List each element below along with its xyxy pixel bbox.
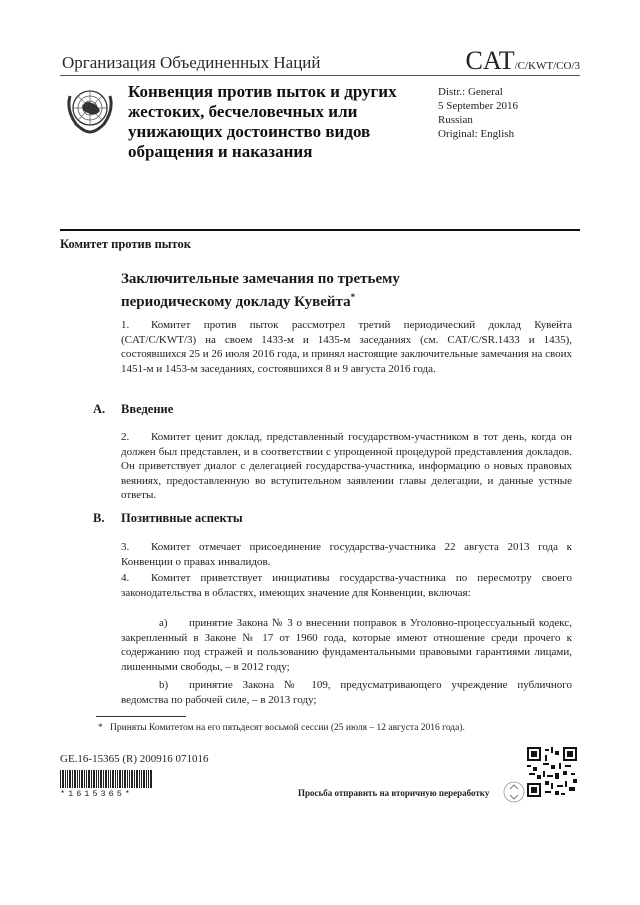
sub-item-a	[121, 616, 572, 674]
paragraph-text: Комитет приветствует инициативы государства-участника по пересмотру своего законодательства в областях, имеющих значение для Конвенции, включая:	[121, 572, 572, 599]
paragraph-number: 4.	[121, 572, 130, 584]
section-a-heading	[93, 402, 173, 417]
sub-item-label: b)	[159, 679, 169, 691]
barcode-icon	[60, 770, 152, 788]
section-title: Введение	[121, 402, 174, 416]
document-title	[121, 270, 481, 311]
section-b-heading	[93, 511, 243, 526]
un-emblem-icon	[62, 82, 118, 138]
symbol-main: CAT	[465, 46, 515, 75]
ge-code: GE.16-15365 (R) 200916 071016	[60, 753, 209, 765]
distr-original: Original: English	[438, 128, 515, 140]
section-letter: A.	[93, 402, 106, 416]
document-symbol	[465, 46, 580, 76]
paragraph-number: 2.	[121, 431, 130, 443]
footnote	[98, 722, 480, 735]
header-rule	[60, 75, 580, 76]
paragraph-1	[121, 318, 572, 376]
footnote-mark: *	[98, 723, 103, 733]
sub-item-b	[121, 678, 572, 707]
recycle-text: Просьба отправить на вторичную переработку	[298, 788, 490, 798]
distr-line: Distr.: General	[438, 86, 503, 98]
distr-language: Russian	[438, 114, 473, 126]
document-title-text: Заключительные замечания по третьему периодическому докладу Кувейта	[121, 271, 400, 310]
organization-name: Организация Объединенных Наций	[62, 53, 321, 72]
distribution-block	[438, 85, 518, 141]
symbol-sub: /C/KWT/CO/3	[514, 60, 580, 72]
paragraph-text: Комитет отмечает присоединение государства-участника 22 августа 2013 года к Конвенции о правах инвалидов.	[121, 541, 572, 568]
sub-item-label: a)	[159, 617, 168, 629]
section-title: Позитивные аспекты	[121, 511, 243, 525]
paragraph-number: 3.	[121, 541, 130, 553]
paragraph-text: Комитет против пыток рассмотрел третий периодический доклад Кувейта (CAT/C/KWT/3) на своем 1433-м и 1435-м заседаниях (см. CAT/C/SR.1433 и 1435), состоявшихся 25 и 26 июля 2016 года, и принял настоящие заключительные замечания на своих 1451-м и 1453-м заседаниях, состоявшихся 8 и 9 августа 2016 года.	[121, 319, 572, 375]
distr-date: 5 September 2016	[438, 100, 519, 112]
sub-item-text: принятие Закона № 3 о внесении поправок в Уголовно-процессуальный кодекс, закрепленный в Законе № 17 от 1960 года, которые имеют отношение среди прочего к содержанию под стражей и пользованию фундаментальными правовыми гарантиями лицами, лишенными свободы, – в 2012 году;	[121, 617, 572, 673]
section-letter: B.	[93, 511, 105, 525]
convention-title: Конвенция против пыток и других жестоких, бесчеловечных или унижающих достоинство видов обращения и наказания	[128, 82, 397, 161]
barcode-number: *1615365*	[60, 789, 133, 799]
paragraph-4	[121, 571, 572, 600]
paragraph-3	[121, 540, 572, 569]
footnote-rule	[96, 716, 186, 717]
footnote-text: Приняты Комитетом на его пятьдесят восьмой сессии (25 июля – 12 августа 2016 года).	[110, 723, 465, 733]
paragraph-2	[121, 430, 572, 503]
title-rule	[60, 229, 580, 231]
paragraph-text: Комитет ценит доклад, представленный государством-участником в тот день, когда он должен был представлен, и в соответствии с упрощенной процедурой представления докладов. Он приветствует диалог с делегацией государства-участника, информацию о новых правовых веяниях, предоставленную во вступительном заявлении главы делегации, и данные устные ответы.	[121, 431, 572, 502]
qr-code-icon[interactable]	[527, 747, 577, 797]
sub-item-text: принятие Закона № 109, предусматривающего учреждение публичного ведомства по рабочей силе, – в 2013 году;	[121, 679, 572, 706]
paragraph-number: 1.	[121, 319, 130, 331]
recycle-icon	[503, 781, 525, 803]
committee-name: Комитет против пыток	[60, 237, 191, 251]
footnote-ref[interactable]: *	[350, 292, 356, 302]
